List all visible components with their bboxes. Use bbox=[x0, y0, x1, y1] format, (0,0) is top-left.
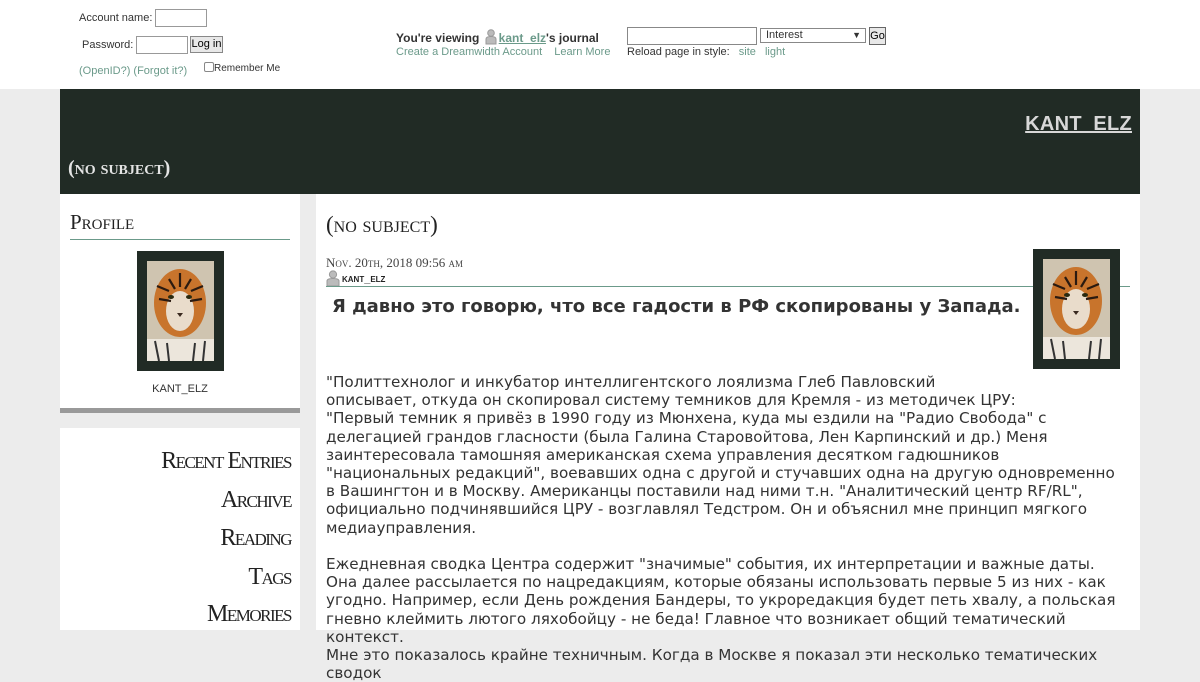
learn-more-link[interactable]: Learn More bbox=[554, 46, 611, 58]
search-input[interactable] bbox=[627, 27, 757, 45]
chevron-down-icon: ▼ bbox=[852, 30, 861, 40]
entry-paragraph: "Политтехнолог и инкубатор интеллигентского лоялизма Глеб Павловский описывает, откуда он скопировал систему темников для Кремля - из методичек ЦРУ: bbox=[326, 373, 1016, 410]
password-input[interactable] bbox=[136, 36, 188, 54]
navigation-module bbox=[60, 428, 300, 630]
account-name-input[interactable] bbox=[155, 9, 207, 27]
create-account-link[interactable]: Create a Dreamwidth Account bbox=[396, 46, 543, 58]
nav-reading[interactable]: Reading bbox=[220, 525, 291, 551]
style-site-link[interactable]: site bbox=[738, 46, 756, 58]
go-button[interactable]: Go bbox=[869, 27, 886, 45]
entry-divider bbox=[326, 286, 1130, 287]
reload-style bbox=[627, 46, 785, 58]
nav-tags[interactable]: Tags bbox=[248, 564, 291, 590]
nav-recent-entries[interactable]: Recent Entries bbox=[161, 448, 291, 474]
profile-module bbox=[60, 194, 300, 413]
login-button[interactable]: Log in bbox=[190, 36, 223, 53]
entry-userpic[interactable] bbox=[1033, 249, 1120, 369]
tiger-image bbox=[1043, 259, 1110, 359]
journal-header bbox=[60, 89, 1140, 194]
viewing-prefix: You're viewing bbox=[396, 31, 480, 45]
profile-userpic[interactable] bbox=[137, 251, 224, 371]
style-light-link[interactable]: light bbox=[764, 46, 786, 58]
entry-title: (no subject) bbox=[326, 212, 438, 237]
journal-subtitle: (no subject) bbox=[68, 157, 171, 179]
entry-date[interactable]: Nov. 20th, 2018 09:56 am bbox=[326, 255, 463, 270]
forgot-link[interactable]: (Forgot it?) bbox=[133, 65, 188, 77]
openid-link[interactable]: (OpenID?) bbox=[79, 65, 131, 77]
journal-username-link[interactable]: kant_elz bbox=[498, 31, 547, 45]
search-type-value: Interest bbox=[766, 29, 803, 41]
entry-content bbox=[316, 194, 1140, 682]
profile-heading: Profile bbox=[70, 194, 290, 240]
entry-paragraph: Ежедневная сводка Центра содержит "значимые" события, их интерпретации и важные даты. Она далее рассылается по нацредакциям, которые обязаны использовать первые 5 из них - как угодно. Например, если День рождения Бандеры, то укроредакция будет петь хвалу, а польская гневно клеймить лютого ляхобойцу - не беда! Главное что возникает общий тематический контекст. bbox=[326, 555, 1116, 646]
search-type-select[interactable] bbox=[760, 28, 866, 43]
auth-links bbox=[79, 65, 187, 77]
remember-me-checkbox[interactable] bbox=[204, 62, 214, 72]
entry-paragraph: Мне это показалось крайне техничным. Когда в Москве я показал эти несколько тематических сводок bbox=[326, 646, 1098, 682]
user-icon bbox=[485, 29, 497, 47]
viewing-journal-text bbox=[396, 29, 599, 47]
nav-memories[interactable]: Memories bbox=[207, 601, 291, 627]
reload-label: Reload page in style: bbox=[627, 46, 730, 58]
nav-archive[interactable]: Archive bbox=[220, 487, 291, 513]
entry-paragraph: "Первый темник я привёз в 1990 году из Мюнхена, куда мы ездили на "Радио Свобода" с делегацией грандов гласности (была Галина Старовойтова, Лен Карпинский и др.) Меня заинтересовала тамошняя американская схема управления десятком гадюшников "национальных редакций", воевавших одна с другой и стучавших одна на другую одновременно в Вашингтон и в Москву. Американцы поставили над ними т.н. "Аналитический центр RF/RL", официально подчинявшийся ЦРУ - возглавлял Тедстром. Он и объяснил мне принцип мягкого медиауправления. bbox=[326, 409, 1115, 537]
password-label: Password: bbox=[82, 39, 134, 51]
remember-me-label: Remember Me bbox=[214, 63, 281, 74]
viewing-suffix: 's journal bbox=[546, 31, 599, 45]
account-links bbox=[396, 46, 619, 58]
journal-title[interactable]: KANT_ELZ bbox=[1025, 113, 1132, 135]
poster-username-link[interactable]: kant_elz bbox=[342, 273, 386, 285]
entry-lead: Я давно это говорю, что все гадости в РФ скопированы у Запада. bbox=[332, 296, 1021, 317]
account-name-label: Account name: bbox=[79, 12, 153, 24]
entry-body bbox=[326, 373, 1126, 682]
top-bar bbox=[0, 0, 1200, 89]
tiger-image bbox=[147, 261, 214, 361]
profile-username: KANT_ELZ bbox=[152, 383, 208, 395]
